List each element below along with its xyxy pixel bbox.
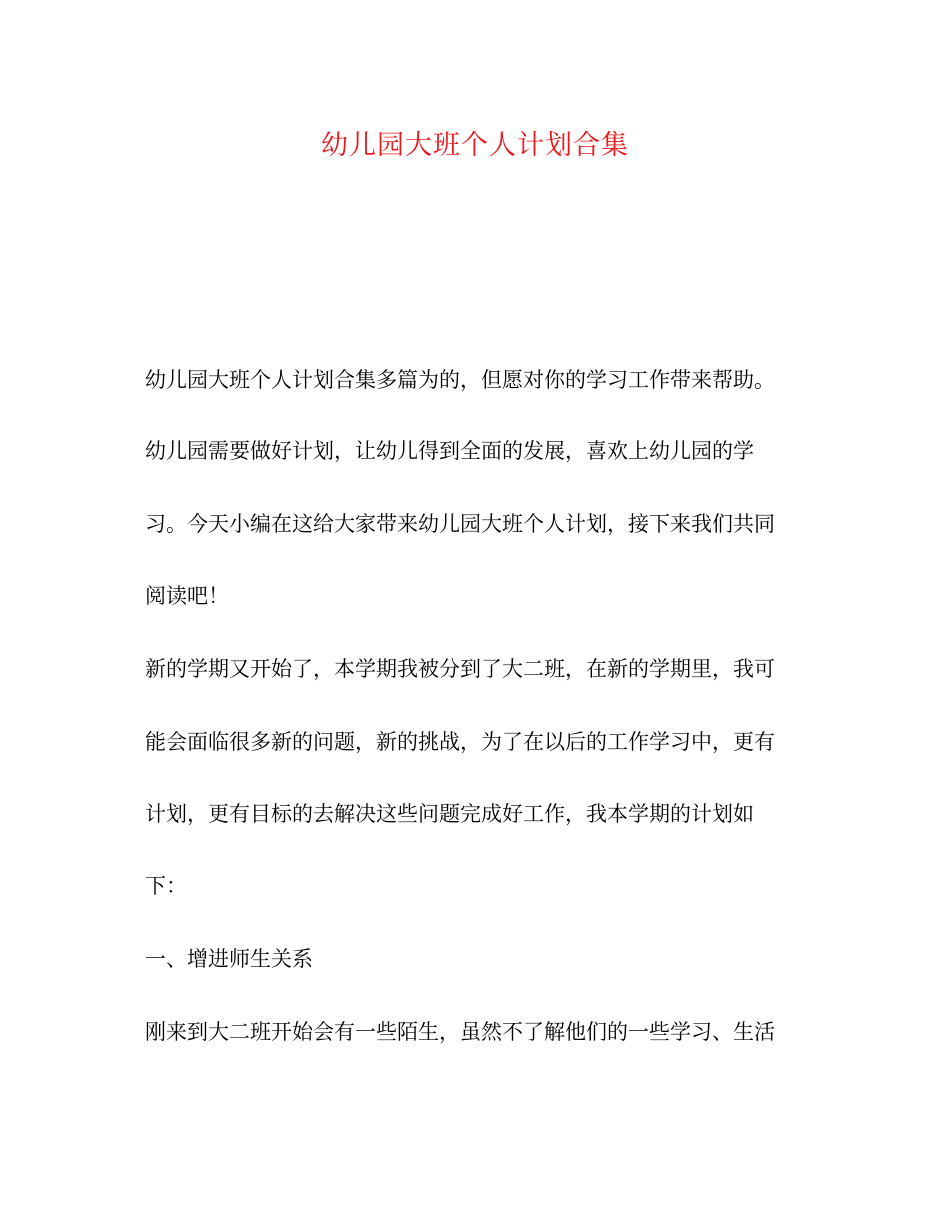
body-line: 习。今天小编在这给大家带来幼儿园大班个人计划，接下来我们共同	[145, 512, 775, 536]
section-heading: 一、增进师生关系	[145, 947, 313, 971]
document-title: 幼儿园大班个人计划合集	[321, 130, 629, 161]
body-line: 下：	[145, 874, 187, 898]
body-line: 能会面临很多新的问题，新的挑战，为了在以后的工作学习中，更有	[145, 730, 775, 754]
body-line: 幼儿园需要做好计划，让幼儿得到全面的发展，喜欢上幼儿园的学	[145, 439, 754, 463]
body-line: 计划，更有目标的去解决这些问题完成好工作，我本学期的计划如	[145, 802, 754, 826]
body-line: 刚来到大二班开始会有一些陌生，虽然不了解他们的一些学习、生活	[145, 1020, 775, 1044]
body-line: 幼儿园大班个人计划合集多篇为的，但愿对你的学习工作带来帮助。	[145, 368, 775, 392]
body-line: 新的学期又开始了，本学期我被分到了大二班，在新的学期里，我可	[145, 657, 775, 681]
body-line: 阅读吧！	[145, 584, 229, 608]
